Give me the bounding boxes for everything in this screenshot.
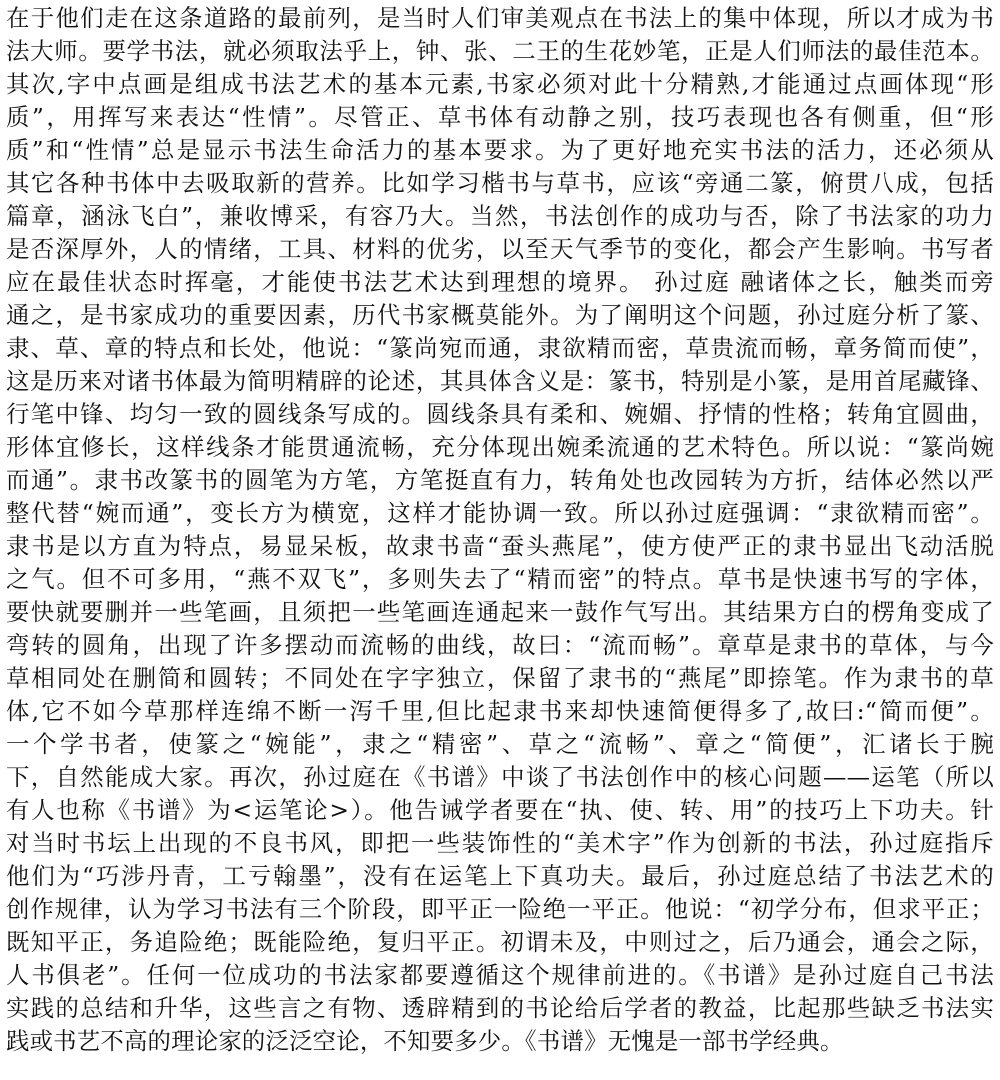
text-line: 人书俱老”。任何一位成功的书法家都要遵循这个规律前进的。《书谱》是孙过庭自己书法 [6,961,994,989]
text-line: 应在最佳状态时挥毫，才能使书法艺术达到理想的境界。 孙过庭 融诸体之长，触类而旁 [6,268,994,296]
text-line: 在于他们走在这条道路的最前列，是当时人们审美观点在书法上的集中体现，所以才成为书 [6,4,994,32]
text-line: 体,它不如今草那样连绵不断一泻千里,但比起隶书来却快速简便得多了,故曰:“简而便”。 [6,697,994,725]
text-line: 之气。但不可多用，“燕不双飞”，多则失去了“精而密”的特点。草书是快速书写的字体， [6,565,994,593]
text-line: 是否深厚外，人的情绪，工具、材料的优劣，以至天气季节的变化，都会产生影响。书写者 [6,235,994,263]
text-line: 隶书是以方直为特点，易显呆板，故隶书啬“蚕头燕尾”，使方使严正的隶书显出飞动活脱 [6,532,994,560]
text-line: 践或书艺不高的理论家的泛泛空论，不知要多少。《书谱》无愧是一部书学经典。 [6,1027,844,1055]
text-line: 下，自然能成大家。再次，孙过庭在《书谱》中谈了书法创作中的核心问题——运笔（所以 [6,763,994,791]
text-line: 实践的总结和升华，这些言之有物、透辟精到的书论给后学者的教益，比起那些缺乏书法实 [6,994,994,1022]
text-line: 要快就要删并一些笔画，且须把一些笔画连通起来一鼓作气写出。其结果方白的楞角变成了 [6,598,994,626]
text-line: 篇章，涵泳飞白”，兼收博采，有容乃大。当然，书法创作的成功与否，除了书法家的功力 [6,202,994,230]
text-line: 草相同处在删简和圆转；不同处在字字独立，保留了隶书的“燕尾”即捺笔。作为隶书的草 [6,664,994,692]
text-line: 他们为“巧涉丹青，工亏翰墨”，没有在运笔上下真功夫。最后，孙过庭总结了书法艺术的 [6,862,994,890]
text-line: 一个学书者，使篆之“婉能”，隶之“精密”、草之“流畅”、章之“简便”，汇诸长于腕 [6,730,994,758]
document-body [6,2,994,1058]
text-line: 质”，用挥写来表达“性情”。尽管正、草书体有动静之别，技巧表现也各有侧重，但“形 [6,103,994,131]
text-line: 弯转的圆角，出现了许多摆动而流畅的曲线，故曰：“流而畅”。章草是隶书的草体，与今 [6,631,994,659]
text-line: 这是历来对诸书体最为简明精辟的论述，其具体含义是：篆书，特别是小篆，是用首尾藏锋、 [6,367,994,395]
text-line: 整代替“婉而通”，变长方为横宽，这样才能协调一致。所以孙过庭强调：“隶欲精而密”。 [6,499,994,527]
text-line: 法大师。要学书法，就必须取法乎上，钟、张、二王的生花妙笔，正是人们师法的最佳范本。 [6,37,994,65]
text-line: 而通”。隶书改篆书的圆笔为方笔，方笔挺直有力，转角处也改园转为方折，结体必然以严 [6,466,994,494]
text-line: 其次,字中点画是组成书法艺术的基本元素,书家必须对此十分精熟,才能通过点画体现“形 [6,70,994,98]
text-line: 既知平正，务追险绝；既能险绝，复归平正。初谓未及，中则过之，后乃通会，通会之际， [6,928,994,956]
text-line: 质”和“性情”总是显示书法生命活力的基本要求。为了更好地充实书法的活力，还必须从 [6,136,994,164]
text-line: 对当时书坛上出现的不良书风，即把一些装饰性的“美术字”作为创新的书法，孙过庭指斥 [6,829,994,857]
text-line: 通之，是书家成功的重要因素，历代书家概莫能外。为了阐明这个问题，孙过庭分析了篆、 [6,301,994,329]
text-line: 其它各种书体中去吸取新的营养。比如学习楷书与草书，应该“旁通二篆，俯贯八成，包括 [6,169,994,197]
text-line: 创作规律，认为学习书法有三个阶段，即平正一险绝一平正。他说：“初学分布，但求平正； [6,895,994,923]
text-line: 形体宜修长，这样线条才能贯通流畅，充分体现出婉柔流通的艺术特色。所以说：“篆尚婉 [6,433,994,461]
text-line: 行笔中锋、均匀一致的圆线条写成的。圆线条具有柔和、婉媚、抒情的性格；转角宜圆曲， [6,400,994,428]
text-line: 隶、草、章的特点和长处，他说：“篆尚宛而通，隶欲精而密，草贵流而畅，章务简而使”， [6,334,994,362]
text-line: 有人也称《书谱》为<运笔论>）。他告诫学者要在“执、使、转、用”的技巧上下功夫。针 [6,796,994,824]
